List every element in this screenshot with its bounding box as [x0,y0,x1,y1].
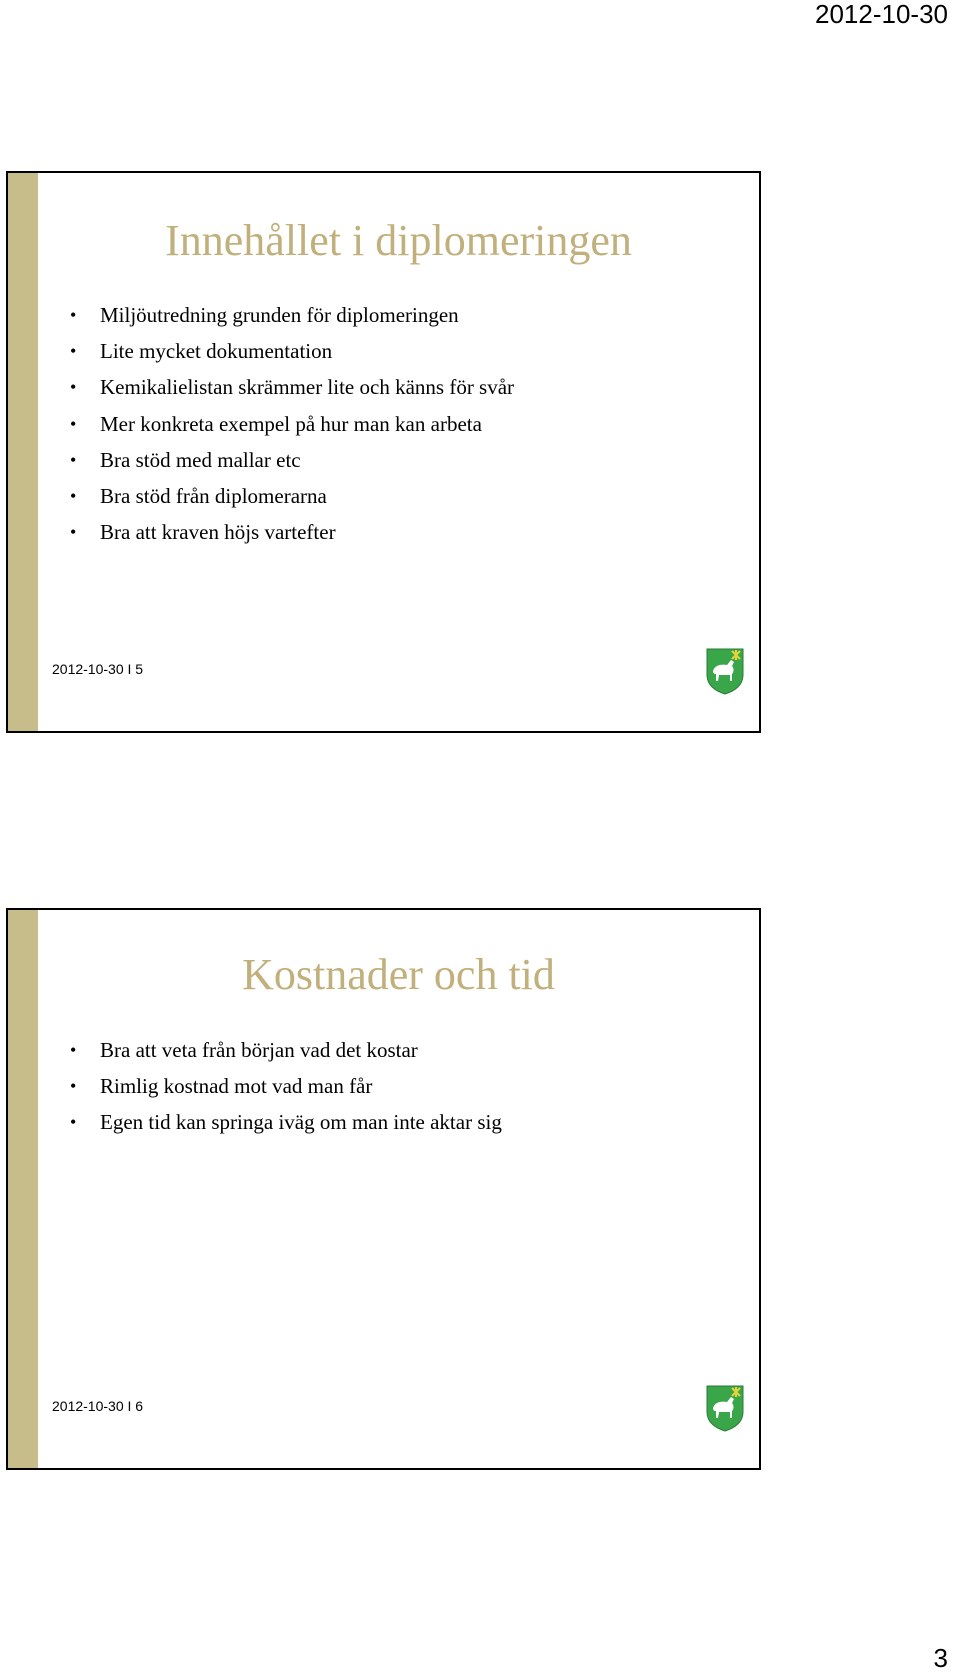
list-item: • Miljöutredning grunden för diplomeringen [70,297,739,333]
list-item: • Bra att kraven höjs vartefter [70,514,739,550]
list-item: • Bra stöd med mallar etc [70,442,739,478]
list-item: • Rimlig kostnad mot vad man får [70,1068,739,1104]
bullet-icon: • [70,449,77,470]
bullet-list [70,1032,739,1141]
municipal-coat-of-arms-icon [705,647,745,695]
bullet-icon: • [70,1040,77,1060]
slide-title: Innehållet i diplomeringen [165,216,632,265]
page-date: 2012-10-30 [815,0,948,29]
slide-footer: 2012-10-30 I 5 [52,661,144,677]
bullet-icon: • [70,486,77,507]
slide-accent-stripe [8,173,38,731]
slide-footer: 2012-10-30 I 6 [52,1398,144,1414]
slide-accent-stripe [8,910,38,1468]
slide-2 [6,908,761,1470]
list-item: • Bra att veta från början vad det kostar [70,1032,739,1068]
slide-title: Kostnader och tid [242,950,555,999]
list-item: • Kemikalielistan skrämmer lite och känns för svår [70,369,739,405]
bullet-icon: • [70,1112,77,1133]
bullet-icon: • [70,1076,77,1097]
bullet-list [70,297,739,550]
slide-1 [6,171,761,733]
bullet-icon: • [70,377,77,398]
municipal-coat-of-arms-icon [705,1384,745,1432]
bullet-icon: • [70,341,77,362]
list-item: • Lite mycket dokumentation [70,333,739,369]
bullet-icon: • [70,305,77,325]
list-item: • Egen tid kan springa iväg om man inte aktar sig [70,1104,739,1140]
page-number: 3 [933,1643,948,1673]
list-item: • Bra stöd från diplomerarna [70,478,739,514]
bullet-icon: • [70,522,77,543]
list-item: • Mer konkreta exempel på hur man kan arbeta [70,406,739,442]
bullet-icon: • [70,413,77,434]
